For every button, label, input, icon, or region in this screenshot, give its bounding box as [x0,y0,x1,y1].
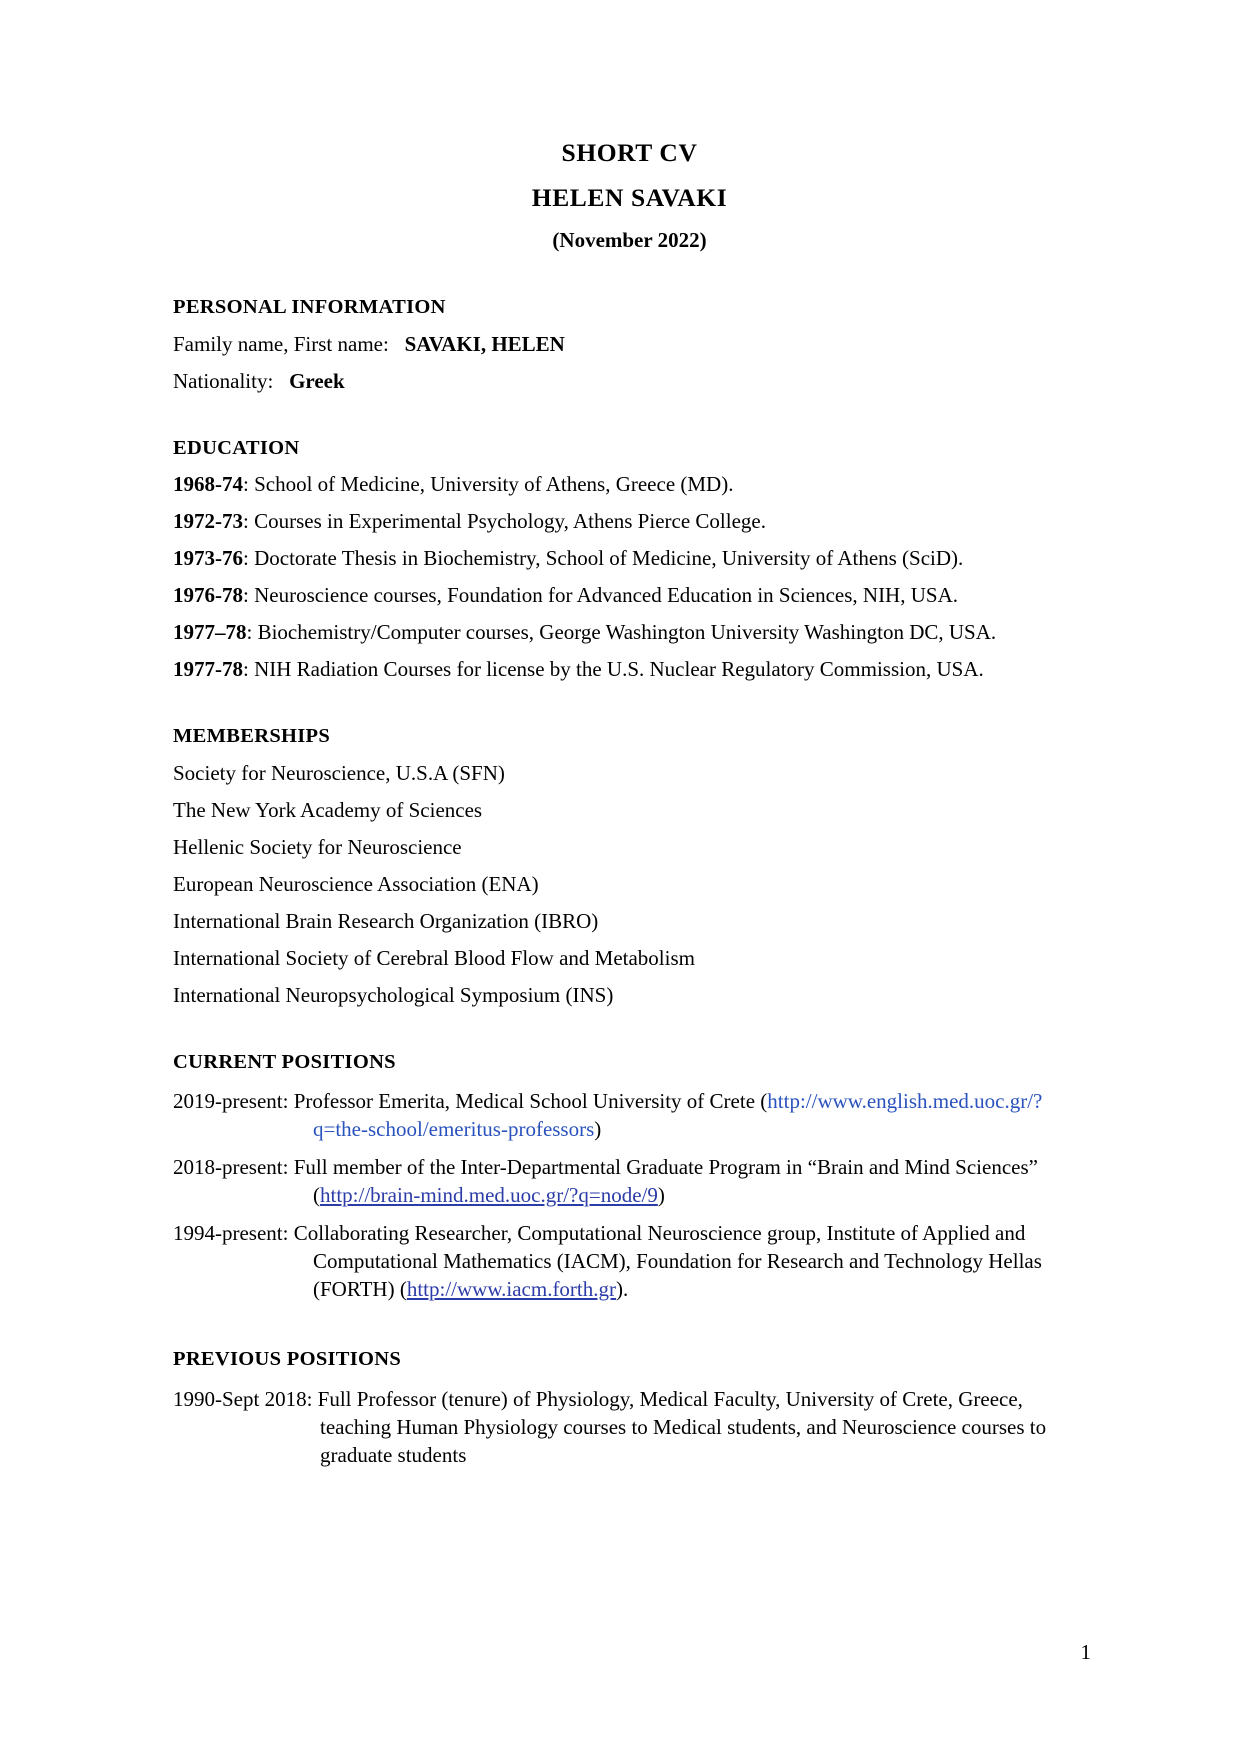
education-item-years: 1973-76 [173,546,243,570]
section-current-positions [173,1052,1086,1304]
education-item-years: 1977-78 [173,657,243,681]
previous-position-text: : Full Professor (tenure) of Physiology, Medical Faculty, University of Crete, Greece, teaching Human Physiology courses to Medical students, and Neuroscience courses to graduate students [306,1386,1047,1467]
education-item-years: 1977–78 [173,620,247,644]
current-position-link[interactable]: http://www.iacm.forth.gr [406,1276,617,1301]
education-item [173,622,1086,643]
previous-position-years: 1990-Sept 2018 [173,1386,307,1411]
education-item-text: : School of Medicine, University of Athens, Greece (MD). [243,472,734,496]
family-first-name-label: Family name, First name: [173,331,389,356]
current-position-link[interactable]: http://www.english.med.uoc.gr/?q=the-school/emeritus-professors [313,1089,1043,1141]
section-heading-personal-information: PERSONAL INFORMATION [173,296,446,318]
current-position-text: : Full member of the Inter-Departmental Graduate Program in “Brain and Mind Sciences” ( [282,1154,1038,1207]
section-memberships [173,726,1086,1006]
nationality-value: Greek [289,368,345,393]
section-personal-information [173,297,1086,392]
document-date: (November 2022) [552,228,707,252]
education-item-text: : Doctorate Thesis in Biochemistry, School of Medicine, University of Athens (SciD). [243,546,964,570]
education-item [173,659,1086,680]
membership-item: Hellenic Society for Neuroscience [173,834,462,859]
education-item [173,585,1086,606]
current-position-item [173,1220,1086,1304]
current-position-years: 2018-present [173,1154,283,1179]
section-heading-previous-positions: PREVIOUS POSITIONS [173,1348,402,1371]
section-previous-positions [173,1349,1086,1469]
membership-item: International Society of Cerebral Blood Flow and Metabolism [173,945,695,970]
section-heading-education: EDUCATION [173,436,300,459]
section-education [173,438,1086,681]
family-first-name-value: SAVAKI, HELEN [404,331,565,356]
current-position-link[interactable]: http://brain-mind.med.uoc.gr/?q=node/9 [320,1182,658,1207]
membership-item: International Brain Research Organization (IBRO) [173,908,599,933]
current-position-text: : Collaborating Researcher, Computational Neuroscience group, Institute of Applied and Computational Mathematics (IACM), Foundation for Research and Technology Hellas (FORTH) ( [282,1220,1042,1301]
membership-item: Society for Neuroscience, U.S.A (SFN) [173,760,505,785]
membership-item: European Neuroscience Association (ENA) [173,871,539,896]
education-item-years: 1968-74 [173,472,243,496]
current-position-text-after: ) [657,1182,665,1207]
section-heading-memberships: MEMBERSHIPS [173,725,331,747]
current-position-years: 1994-present [173,1220,283,1245]
nationality-label: Nationality: [173,368,274,393]
education-item [173,474,1086,495]
education-item-years: 1972-73 [173,509,243,533]
previous-position-item [173,1386,1086,1470]
page-title: SHORT CV [561,138,698,167]
education-item-text: : Biochemistry/Computer courses, George Washington University Washington DC, USA. [246,620,997,644]
title-block [173,140,1086,251]
current-position-years: 2019-present [173,1089,283,1113]
education-item-text: : NIH Radiation Courses for license by the U.S. Nuclear Regulatory Commission, USA. [243,657,984,681]
current-position-item [173,1088,1086,1144]
current-position-text-after: ) [594,1116,602,1141]
education-item [173,511,1086,532]
membership-item: International Neuropsychological Symposium (INS) [173,982,614,1007]
personal-info-name-row [173,331,1086,356]
page-number: 1 [1080,1640,1091,1664]
current-position-item [173,1154,1086,1210]
current-position-text: : Professor Emerita, Medical School University of Crete ( [282,1089,768,1113]
education-item-years: 1976-78 [173,583,243,607]
education-item-text: : Neuroscience courses, Foundation for Advanced Education in Sciences, NIH, USA. [243,583,958,607]
current-position-text-after: ). [616,1276,629,1301]
education-item-text: : Courses in Experimental Psychology, Athens Pierce College. [243,509,766,533]
education-item [173,548,1086,569]
personal-info-nationality-row [173,368,1086,393]
person-name-title: HELEN SAVAKI [531,182,728,212]
section-heading-current-positions: CURRENT POSITIONS [173,1050,396,1073]
membership-item: The New York Academy of Sciences [173,797,483,822]
